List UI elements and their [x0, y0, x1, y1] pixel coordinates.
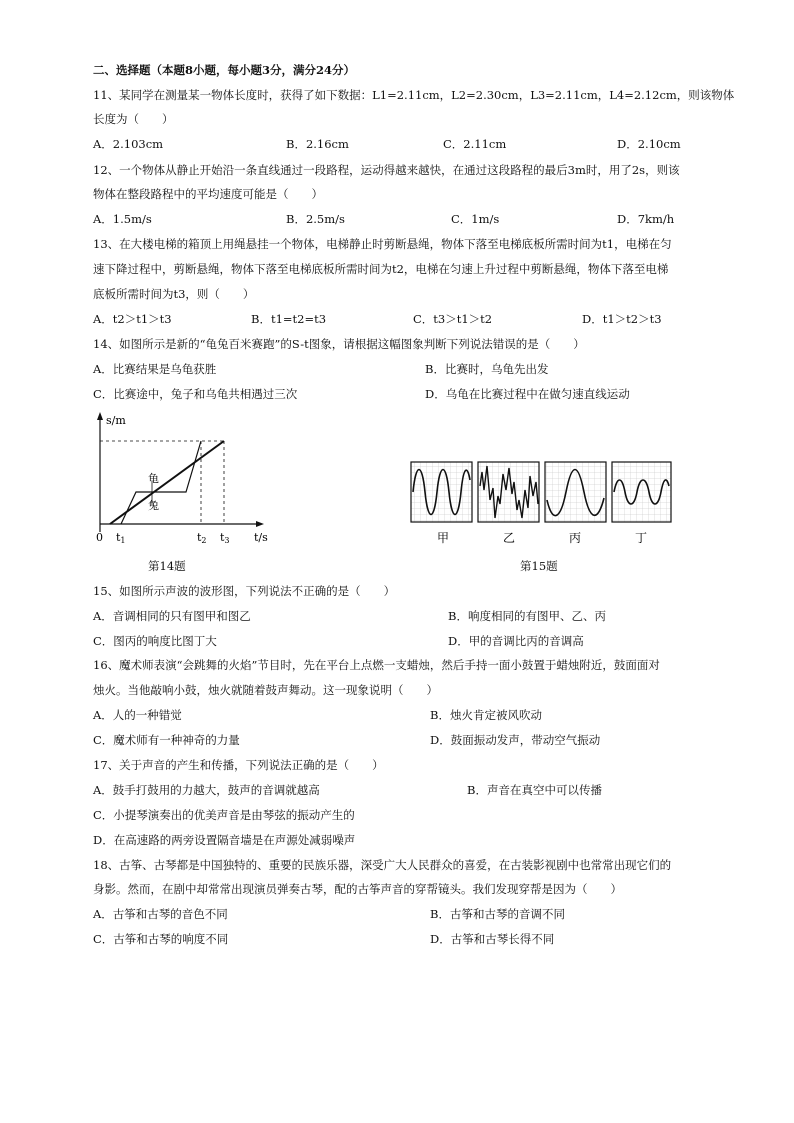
q13-stem-line3: 底板所需时间为t3，则（ ） [93, 287, 255, 301]
q15-option-d: D．甲的音调比丙的音调高 [448, 634, 584, 648]
q14-option-b: B．比赛时，乌龟先出发 [425, 362, 549, 376]
section-title: 二、选择题（本题8小题，每小题3分，满分24分） [93, 63, 356, 77]
q14-option-d: D．乌龟在比赛过程中在做匀速直线运动 [425, 387, 630, 401]
figure-15-waveforms [408, 460, 674, 550]
turtle-label: 龟 [148, 472, 159, 485]
q18-stem-line1: 18、古筝、古琴都是中国独特的、重要的民族乐器，深受广大人民群众的喜爱，在古装影视剧中也常常出现它们的 [93, 858, 672, 872]
q11-option-b: B．2.16cm [286, 137, 349, 151]
q16-stem-line1: 16、魔术师表演“会跳舞的火焰”节目时，先在平台上点燃一支蜡烛，然后手持一面小鼓置于蜡烛附近，鼓面面对 [93, 658, 660, 672]
waveform-label-jia: 甲 [437, 531, 450, 545]
q17-option-c: C．小提琴演奏出的优美声音是由琴弦的振动产生的 [93, 808, 355, 822]
q16-option-a: A．人的一种错觉 [93, 708, 182, 722]
waveform-yi [478, 462, 539, 522]
q14-stem: 14、如图所示是新的“龟兔百米赛跑”的S-t图象，请根据这幅图象判断下列说法错误的是（ ） [93, 337, 585, 351]
y-axis-label: s/m [106, 414, 126, 427]
q11-stem-line1: 11、某同学在测量某一物体长度时，获得了如下数据：L1=2.11cm，L2=2.30cm，L3=2.11cm，L4=2.12cm，则该物体 [93, 88, 735, 102]
waveform-ding [612, 462, 671, 522]
q15-option-b: B．响度相同的有图甲、乙、丙 [448, 609, 606, 623]
q13-stem-line2: 速下降过程中，剪断悬绳，物体下落至电梯底板所需时间为t2，电梯在匀速上升过程中剪断悬绳，物体下落至电梯 [93, 262, 669, 276]
q11-option-c: C．2.11cm [443, 137, 507, 151]
figure-14-st-graph [88, 410, 278, 550]
waveform-label-bing: 丙 [569, 531, 582, 545]
q18-option-b: B．古筝和古琴的音调不同 [430, 907, 565, 921]
q16-option-b: B．烛火肯定被风吹动 [430, 708, 542, 722]
q15-option-c: C．图丙的响度比图丁大 [93, 634, 217, 648]
waveform-label-ding: 丁 [635, 531, 648, 545]
q12-stem-line1: 12、一个物体从静止开始沿一条直线通过一段路程，运动得越来越快，在通过这段路程的最后3m时，用了2s，则该 [93, 163, 680, 177]
q13-stem-line1: 13、在大楼电梯的箱顶上用绳悬挂一个物体，电梯静止时剪断悬绳，物体下落至电梯底板所需时间为t1，电梯在匀 [93, 237, 672, 251]
q16-option-d: D．鼓面振动发声，带动空气振动 [430, 733, 601, 747]
q15-option-a: A．音调相同的只有图甲和图乙 [93, 609, 251, 623]
q12-option-d: D．7km/h [617, 212, 675, 226]
x-axis-label: t/s [254, 531, 268, 544]
q17-option-d: D．在高速路的两旁设置隔音墙是在声源处减弱噪声 [93, 833, 356, 847]
q18-stem-line2: 身影。然而，在剧中却常常出现演员弹奏古琴，配的古筝声音的穿帮镜头。我们发现穿帮是因为（ ） [93, 882, 622, 896]
origin-label: 0 [96, 531, 103, 544]
q13-option-d: D．t1＞t2＞t3 [582, 312, 662, 326]
waveform-bing [545, 462, 606, 522]
q16-option-c: C．魔术师有一种神奇的力量 [93, 733, 240, 747]
q17-stem: 17、关于声音的产生和传播，下列说法正确的是（ ） [93, 758, 384, 772]
q18-option-c: C．古筝和古琴的响度不同 [93, 932, 229, 946]
q18-option-a: A．古筝和古琴的音色不同 [93, 907, 228, 921]
q17-option-a: A．鼓手打鼓用的力越大，鼓声的音调就越高 [93, 783, 320, 797]
rabbit-label: 兔 [148, 499, 159, 512]
q17-option-b: B．声音在真空中可以传播 [467, 783, 602, 797]
waveform-jia [411, 462, 472, 522]
q13-option-b: B．t1=t2=t3 [251, 312, 327, 326]
waveform-label-yi: 乙 [503, 531, 516, 545]
q16-stem-line2: 烛火。当他敲响小鼓，烛火就随着鼓声舞动。这一现象说明（ ） [93, 683, 438, 697]
q12-option-b: B．2.5m/s [286, 212, 345, 226]
q13-option-a: A．t2＞t1＞t3 [93, 312, 172, 326]
q18-option-d: D．古筝和古琴长得不同 [430, 932, 555, 946]
x-axis-arrow [256, 521, 264, 527]
q14-option-a: A．比赛结果是乌龟获胜 [93, 362, 217, 376]
figure-15-caption: 第15题 [520, 559, 558, 573]
q14-option-c: C．比赛途中，兔子和乌龟共相遇过三次 [93, 387, 298, 401]
q12-option-a: A．1.5m/s [93, 212, 152, 226]
q12-option-c: C．1m/s [451, 212, 500, 226]
t3-label: t3 [220, 531, 230, 545]
q11-option-d: D．2.10cm [617, 137, 681, 151]
q12-stem-line2: 物体在整段路程中的平均速度可能是（ ） [93, 187, 323, 201]
q13-option-c: C．t3＞t1＞t2 [413, 312, 493, 326]
t2-label: t2 [197, 531, 207, 545]
q11-option-a: A．2.103cm [93, 137, 164, 151]
figure-14-caption: 第14题 [148, 559, 186, 573]
q15-stem: 15、如图所示声波的波形图，下列说法不正确的是（ ） [93, 584, 396, 598]
q11-stem-line2: 长度为（ ） [93, 112, 174, 126]
t1-label: t1 [116, 531, 126, 545]
y-axis-arrow [97, 412, 103, 420]
rabbit-line [121, 441, 201, 524]
